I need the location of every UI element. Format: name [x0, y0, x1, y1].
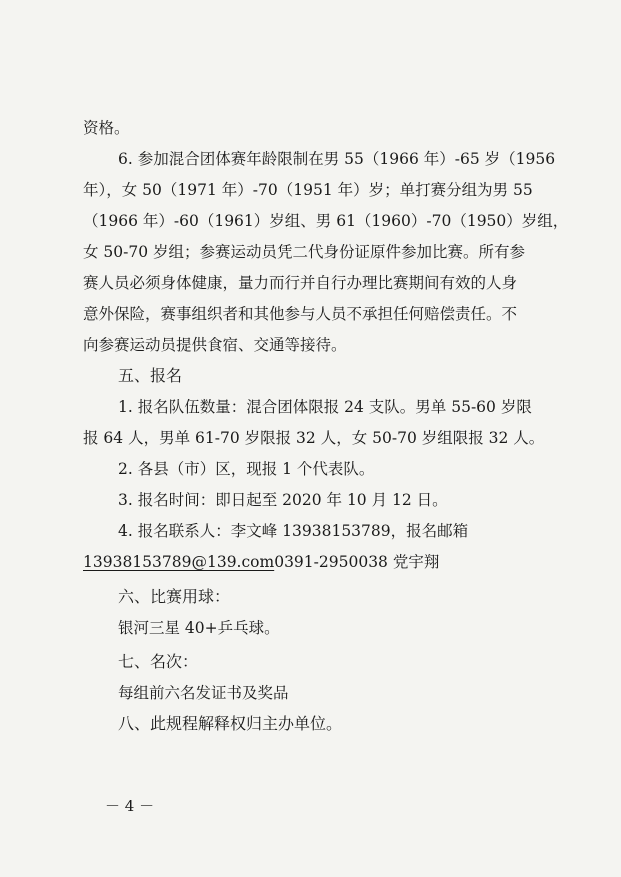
- registration-item: 1. 报名队伍数量：混合团体限报 24 支队。男单 55-60 岁限: [118, 398, 532, 416]
- body-line: 向参赛运动员提供食宿、交通等接待。: [83, 336, 347, 354]
- body-line: 意外保险，赛事组织者和其他参与人员不承担任何赔偿责任。不: [83, 305, 518, 323]
- ball-text: 银河三星 40+乒乓球。: [118, 619, 280, 637]
- body-line: （1966 年）-60（1961）岁组、男 61（1960）-70（1950）岁组，: [83, 212, 569, 230]
- body-line: 女 50-70 岁组；参赛运动员凭二代身份证原件参加比赛。所有参: [83, 243, 526, 261]
- body-line: 6. 参加混合团体赛年龄限制在男 55（1966 年）-65 岁（1956: [118, 150, 556, 168]
- body-line: 资格。: [83, 119, 130, 137]
- section-heading-ranking: 七、名次：: [118, 652, 199, 671]
- contact-phone: 0391-2950038 党宇翔: [274, 553, 440, 571]
- contact-line-2: [83, 551, 439, 573]
- contact-line-text: 4. 报名联系人：李文峰 13938153789，报名邮箱: [118, 522, 469, 540]
- page-number: － 4 －: [105, 797, 155, 815]
- contact-line: [118, 520, 468, 542]
- body-line: 赛人员必须身体健康，量力而行并自行办理比赛期间有效的人身: [83, 274, 518, 292]
- section-heading-ball: 六、比赛用球：: [118, 587, 231, 606]
- contact-email: 13938153789@139.com: [83, 553, 275, 571]
- body-line: 年），女 50（1971 年）-70（1951 年）岁；单打赛分组为男 55: [83, 181, 533, 199]
- registration-item: 2. 各县（市）区，现报 1 个代表队。: [118, 460, 375, 478]
- section-heading-registration: 五、报名: [118, 366, 183, 385]
- registration-item: 报 64 人，男单 61-70 岁限报 32 人，女 50-70 岁组限报 32 人。: [83, 429, 545, 447]
- section-heading-interpretation: 八、此规程解释权归主办单位。: [118, 714, 343, 733]
- registration-item: 3. 报名时间：即日起至 2020 年 10 月 12 日。: [118, 491, 448, 509]
- ranking-text: 每组前六名发证书及奖品: [118, 684, 289, 702]
